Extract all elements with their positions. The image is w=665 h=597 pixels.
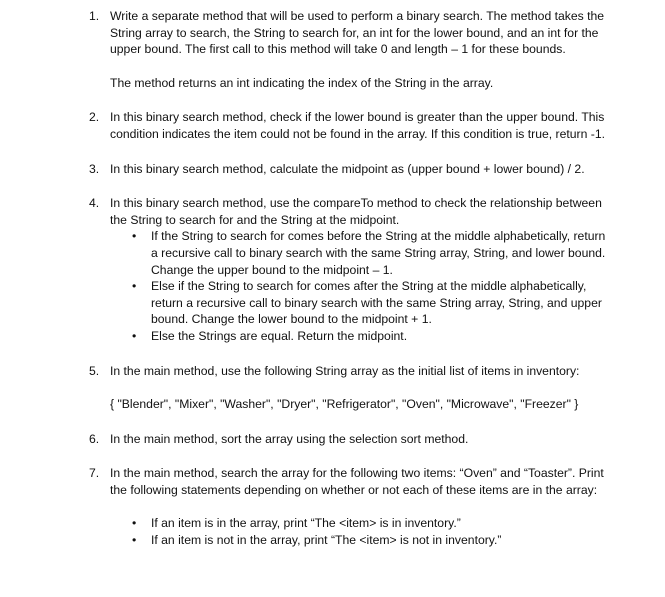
step-1 bbox=[0, 8, 665, 58]
list-item-text: If an item is not in the array, print “The <item> is not in inventory.” bbox=[151, 533, 502, 548]
list-item bbox=[110, 532, 607, 549]
step-number: 7. bbox=[89, 466, 100, 481]
step-text: In this binary search method, use the compareTo method to check the relationship between the String to search for and the String at the midpoint. bbox=[110, 196, 602, 227]
inventory-array bbox=[0, 396, 665, 413]
step-2 bbox=[0, 109, 665, 142]
bullet-list bbox=[110, 228, 607, 344]
step-note: The method returns an int indicating the index of the String in the array. bbox=[110, 75, 494, 90]
step-number: 1. bbox=[89, 9, 100, 23]
list-item bbox=[110, 328, 607, 345]
list-item bbox=[110, 278, 607, 328]
step-text: Write a separate method that will be used to perform a binary search. The method takes the String array to search, the String to search for, an int for the lower bound, and an int for the upper bound. The first call to this method will take 0 and length – 1 for these bounds. bbox=[110, 9, 605, 57]
list-item-text: Else the Strings are equal. Return the midpoint. bbox=[151, 328, 408, 343]
step-number: 2. bbox=[89, 110, 100, 125]
step-4 bbox=[0, 195, 665, 344]
step-6 bbox=[0, 431, 665, 448]
list-item bbox=[110, 228, 607, 278]
bullet-icon: • bbox=[132, 279, 137, 294]
step-1-note bbox=[0, 75, 665, 92]
bullet-icon: • bbox=[132, 328, 137, 343]
bullet-icon: • bbox=[132, 516, 137, 531]
list-item-text: Else if the String to search for comes after the String at the middle alphabetically, return a recursive call to binary search with the same String array, String, and upper bound. Change the lower bound to the midpoint + 1. bbox=[151, 279, 602, 327]
bullet-icon: • bbox=[132, 229, 137, 244]
array-literal: { "Blender", "Mixer", "Washer", "Dryer", "Refrigerator", "Oven", "Microwave", "Freezer" } bbox=[110, 397, 579, 412]
step-3 bbox=[0, 161, 665, 178]
step-text: In this binary search method, check if the lower bound is greater than the upper bound. This condition indicates the item could not be found in the array. If this condition is true, return -1. bbox=[110, 110, 605, 141]
step-text: In the main method, use the following String array as the initial list of items in inventory: bbox=[110, 363, 580, 378]
step-number: 6. bbox=[89, 431, 100, 446]
list-item bbox=[110, 515, 607, 532]
step-number: 3. bbox=[89, 161, 100, 176]
step-number: 4. bbox=[89, 196, 100, 211]
list-item-text: If the String to search for comes before the String at the middle alphabetically, return a recursive call to binary search with the same String array, String, and lower bound. Change the upper bound to the midpoint – 1. bbox=[151, 229, 606, 277]
step-text: In the main method, sort the array using the selection sort method. bbox=[110, 431, 469, 446]
instructions-document bbox=[0, 8, 665, 549]
step-text: In this binary search method, calculate the midpoint as (upper bound + lower bound) / 2. bbox=[110, 161, 585, 176]
step-text: In the main method, search the array for the following two items: “Oven” and “Toaster”. Print the following statements depending on whether or not each of these items are in the array: bbox=[110, 466, 604, 497]
step-7 bbox=[0, 465, 665, 548]
step-number: 5. bbox=[89, 363, 100, 378]
list-item-text: If an item is in the array, print “The <item> is in inventory.” bbox=[151, 516, 461, 531]
bullet-list bbox=[110, 515, 607, 548]
step-5 bbox=[0, 363, 665, 380]
bullet-icon: • bbox=[132, 533, 137, 548]
